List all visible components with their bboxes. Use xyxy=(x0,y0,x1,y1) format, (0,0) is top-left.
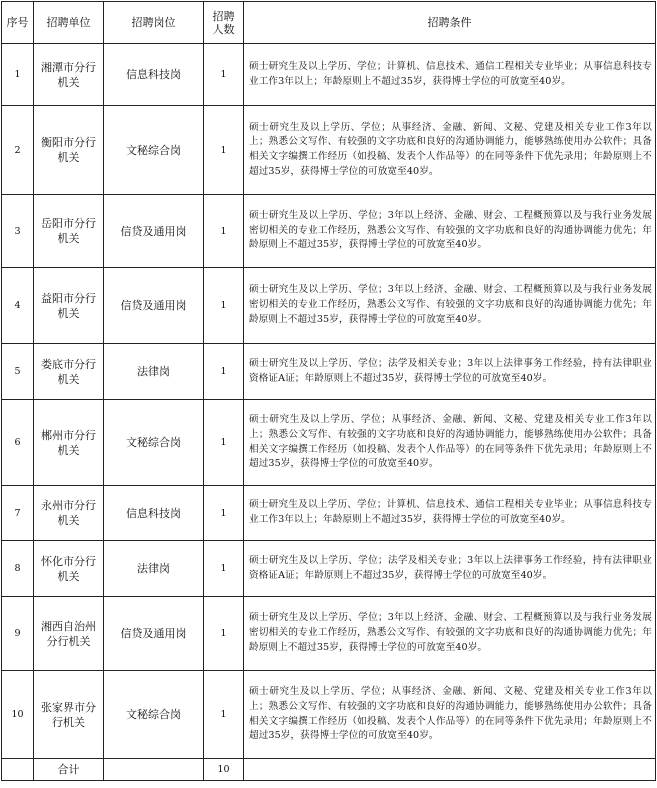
table-row xyxy=(2,106,656,195)
row-no: 1 xyxy=(2,44,34,106)
row-unit: 益阳市分行机关 xyxy=(34,268,104,344)
header-requirements: 招聘条件 xyxy=(244,2,656,44)
row-position: 信息科技岗 xyxy=(104,44,204,106)
row-requirements: 硕士研究生及以上学历、学位；从事经济、金融、新闻、文秘、党建及相关专业工作3年以上；熟悉公文写作、有较强的文字功底和良好的沟通协调能力，能够熟练使用办公软件；具备相关文字编撰工作经历（如投稿、发表个人作品等）的在同等条件下优先录用；年龄原则上不超过35岁，获得博士学位的可放宽至40岁。 xyxy=(244,106,656,195)
row-position: 文秘综合岗 xyxy=(104,106,204,195)
row-no: 4 xyxy=(2,268,34,344)
row-no: 2 xyxy=(2,106,34,195)
table-row xyxy=(2,541,656,597)
row-unit: 娄底市分行机关 xyxy=(34,344,104,400)
total-requirements xyxy=(244,759,656,781)
row-requirements: 硕士研究生及以上学历、学位；3年以上经济、金融、财会、工程概预算以及与我行业务发展密切相关的专业工作经历，熟悉公文写作、有较强的文字功底和良好的沟通协调能力优先；年龄原则上不超过35岁，获得博士学位的可放宽至40岁。 xyxy=(244,195,656,268)
row-requirements: 硕士研究生及以上学历、学位；计算机、信息技术、通信工程相关专业毕业；从事信息科技专业工作3年以上；年龄原则上不超过35岁，获得博士学位的可放宽至40岁。 xyxy=(244,486,656,541)
header-count-label: 招聘人数 xyxy=(212,9,235,36)
table-row xyxy=(2,671,656,759)
row-position: 文秘综合岗 xyxy=(104,671,204,759)
table-row xyxy=(2,268,656,344)
row-unit: 郴州市分行机关 xyxy=(34,400,104,486)
row-unit: 湘潭市分行机关 xyxy=(34,44,104,106)
table-row xyxy=(2,344,656,400)
recruitment-table xyxy=(1,1,656,781)
row-unit: 衡阳市分行机关 xyxy=(34,106,104,195)
row-requirements: 硕士研究生及以上学历、学位；计算机、信息技术、通信工程相关专业毕业；从事信息科技专业工作3年以上；年龄原则上不超过35岁，获得博士学位的可放宽至40岁。 xyxy=(244,44,656,106)
row-position: 法律岗 xyxy=(104,541,204,597)
row-count: 1 xyxy=(204,268,244,344)
row-count: 1 xyxy=(204,195,244,268)
row-no: 3 xyxy=(2,195,34,268)
header-count xyxy=(204,2,244,44)
row-position: 信贷及通用岗 xyxy=(104,268,204,344)
header-row xyxy=(2,2,656,44)
row-count: 1 xyxy=(204,400,244,486)
row-position: 文秘综合岗 xyxy=(104,400,204,486)
row-position: 法律岗 xyxy=(104,344,204,400)
row-requirements: 硕士研究生及以上学历、学位；3年以上经济、金融、财会、工程概预算以及与我行业务发展密切相关的专业工作经历，熟悉公文写作、有较强的文字功底和良好的沟通协调能力优先；年龄原则上不超过35岁，获得博士学位的可放宽至40岁。 xyxy=(244,597,656,671)
row-no: 9 xyxy=(2,597,34,671)
total-label: 合计 xyxy=(34,759,104,781)
row-count: 1 xyxy=(204,597,244,671)
row-unit: 怀化市分行机关 xyxy=(34,541,104,597)
row-no: 6 xyxy=(2,400,34,486)
row-count: 1 xyxy=(204,106,244,195)
row-requirements: 硕士研究生及以上学历、学位；从事经济、金融、新闻、文秘、党建及相关专业工作3年以上；熟悉公文写作、有较强的文字功底和良好的沟通协调能力，能够熟练使用办公软件；具备相关文字编撰工作经历（如投稿、发表个人作品等）的在同等条件下优先录用；年龄原则上不超过35岁，获得博士学位的可放宽至40岁。 xyxy=(244,400,656,486)
total-no xyxy=(2,759,34,781)
row-position: 信贷及通用岗 xyxy=(104,195,204,268)
row-position: 信息科技岗 xyxy=(104,486,204,541)
row-no: 8 xyxy=(2,541,34,597)
table-row xyxy=(2,44,656,106)
row-unit: 湘西自治州分行机关 xyxy=(34,597,104,671)
row-count: 1 xyxy=(204,344,244,400)
table-row xyxy=(2,195,656,268)
row-count: 1 xyxy=(204,486,244,541)
table-row xyxy=(2,597,656,671)
total-count: 10 xyxy=(204,759,244,781)
row-requirements: 硕士研究生及以上学历、学位；从事经济、金融、新闻、文秘、党建及相关专业工作3年以上；熟悉公文写作、有较强的文字功底和良好的沟通协调能力，能够熟练使用办公软件；具备相关文字编撰工作经历（如投稿、发表个人作品等）的在同等条件下优先录用；年龄原则上不超过35岁，获得博士学位的可放宽至40岁。 xyxy=(244,671,656,759)
row-count: 1 xyxy=(204,671,244,759)
row-count: 1 xyxy=(204,541,244,597)
row-unit: 张家界市分行机关 xyxy=(34,671,104,759)
header-no: 序号 xyxy=(2,2,34,44)
row-count: 1 xyxy=(204,44,244,106)
row-unit: 永州市分行机关 xyxy=(34,486,104,541)
total-row xyxy=(2,759,656,781)
header-position: 招聘岗位 xyxy=(104,2,204,44)
header-unit: 招聘单位 xyxy=(34,2,104,44)
table-row xyxy=(2,486,656,541)
row-position: 信贷及通用岗 xyxy=(104,597,204,671)
total-position xyxy=(104,759,204,781)
table-row xyxy=(2,400,656,486)
row-unit: 岳阳市分行机关 xyxy=(34,195,104,268)
row-no: 5 xyxy=(2,344,34,400)
row-requirements: 硕士研究生及以上学历、学位；3年以上经济、金融、财会、工程概预算以及与我行业务发展密切相关的专业工作经历，熟悉公文写作、有较强的文字功底和良好的沟通协调能力优先；年龄原则上不超过35岁，获得博士学位的可放宽至40岁。 xyxy=(244,268,656,344)
row-no: 10 xyxy=(2,671,34,759)
row-requirements: 硕士研究生及以上学历、学位；法学及相关专业；3年以上法律事务工作经验，持有法律职业资格证A证；年龄原则上不超过35岁，获得博士学位的可放宽至40岁。 xyxy=(244,344,656,400)
row-requirements: 硕士研究生及以上学历、学位；法学及相关专业；3年以上法律事务工作经验，持有法律职业资格证A证；年龄原则上不超过35岁，获得博士学位的可放宽至40岁。 xyxy=(244,541,656,597)
row-no: 7 xyxy=(2,486,34,541)
